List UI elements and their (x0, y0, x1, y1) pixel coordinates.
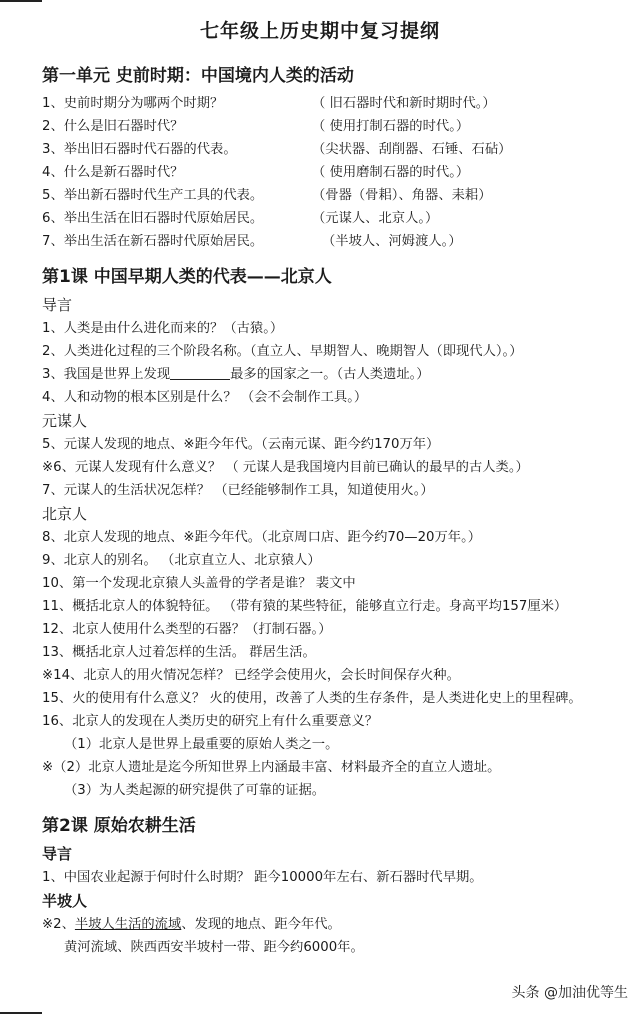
beijing-item: 10、第一个发现北京猿人头盖骨的学者是谁？ 裴文中 (42, 576, 356, 591)
beijing-item: 15、火的使用有什么意义？ 火的使用，改善了人类的生存条件，是人类进化史上的里程碑。 (42, 691, 582, 706)
significance-item: ※（2）北京人遗址是迄今所知世界上内涵最丰富、材料最齐全的直立人遗址。 (42, 760, 501, 775)
unit1-item: 6、举出生活在旧石器时代原始居民。 （元谋人、北京人。） (42, 211, 439, 226)
significance-item: （3）为人类起源的研究提供了可靠的证据。 (64, 783, 326, 798)
beijing-label: 北京人 (42, 505, 88, 523)
beijing-item: 13、概括北京人过着怎样的生活。 群居生活。 (42, 645, 316, 660)
unit1-item: 5、举出新石器时代生产工具的代表。 （骨器（骨耜）、角器、耒耜） (42, 188, 492, 203)
beijing-item: 11、概括北京人的体貌特征。 （带有猿的某些特征，能够直立行走。身高平均157厘米） (42, 599, 568, 614)
lesson1-item: 2、人类进化过程的三个阶段名称。（直立人、早期智人、晚期智人（即现代人）。） (42, 344, 523, 359)
yuanmou-item: ※6、元谋人发现有什么意义？ （ 元谋人是我国境内目前已确认的最早的古人类。） (42, 460, 529, 475)
lesson1-item-3: 3、我国是世界上发现 最多的国家之一。（古人类遗址。） (42, 367, 430, 382)
fill-blank (170, 365, 230, 380)
lesson2-intro-label: 导言 (42, 845, 73, 863)
beijing-item: 12、北京人使用什么类型的石器？（打制石器。） (42, 622, 332, 637)
banpo-answer: 黄河流域、陕西西安半坡村一带、距今约6000年。 (64, 940, 364, 955)
beijing-item: 8、北京人发现的地点、※距今年代。（北京周口店、距今约70—20万年。） (42, 530, 482, 545)
lesson1-heading: 第1课 中国早期人类的代表——北京人 (42, 267, 332, 287)
crop-mark-top (0, 0, 42, 2)
significance-item: （1）北京人是世界上最重要的原始人类之一。 (64, 737, 339, 752)
banpo-item: ※2、半坡人生活的流域、发现的地点、距今年代。 (42, 917, 341, 932)
yuanmou-item: 5、元谋人发现的地点、※距今年代。（云南元谋、距今约170万年） (42, 437, 440, 452)
watermark: 头条 @加油优等生 (511, 985, 628, 1001)
page-title: 七年级上历史期中复习提纲 (199, 20, 440, 42)
yuanmou-item: 7、元谋人的生活状况怎样？ （已经能够制作工具，知道使用火。） (42, 483, 434, 498)
beijing-item: 9、北京人的别名。 （北京直立人、北京猿人） (42, 553, 321, 568)
unit1-item: 4、什么是新石器时代？ （ 使用磨制石器的时代。） (42, 165, 470, 180)
unit1-item: 1、史前时期分为哪两个时期？ （ 旧石器时代和新时期时代。） (42, 96, 496, 111)
unit1-item: 7、举出生活在新石器时代原始居民。 （半坡人、河姆渡人。） (42, 234, 462, 249)
unit1-item: 2、什么是旧石器时代？ （ 使用打制石器的时代。） (42, 119, 470, 134)
lesson1-intro-label: 导言 (42, 296, 73, 314)
lesson1-item: 1、人类是由什么进化而来的？（古猿。） (42, 321, 284, 336)
content (42, 58, 630, 959)
unit1-heading: 第一单元 史前时期：中国境内人类的活动 (42, 66, 354, 86)
lesson1-item: 4、人和动物的根本区别是什么？ （会不会制作工具。） (42, 390, 368, 405)
beijing-item: 16、北京人的发现在人类历史的研究上有什么重要意义？ (42, 714, 379, 729)
yuanmou-label: 元谋人 (42, 412, 88, 430)
lesson2-heading: 第2课 原始农耕生活 (42, 816, 196, 836)
lesson2-item: 1、中国农业起源于何时什么时期？ 距今10000年左右、新石器时代早期。 (42, 870, 483, 885)
unit1-item: 3、举出旧石器时代石器的代表。 （尖状器、刮削器、石锤、石砧） (42, 142, 512, 157)
banpo-label: 半坡人 (42, 892, 88, 910)
beijing-item: ※14、北京人的用火情况怎样？ 已经学会使用火，会长时间保存火种。 (42, 668, 460, 683)
unit1-list (42, 92, 630, 253)
